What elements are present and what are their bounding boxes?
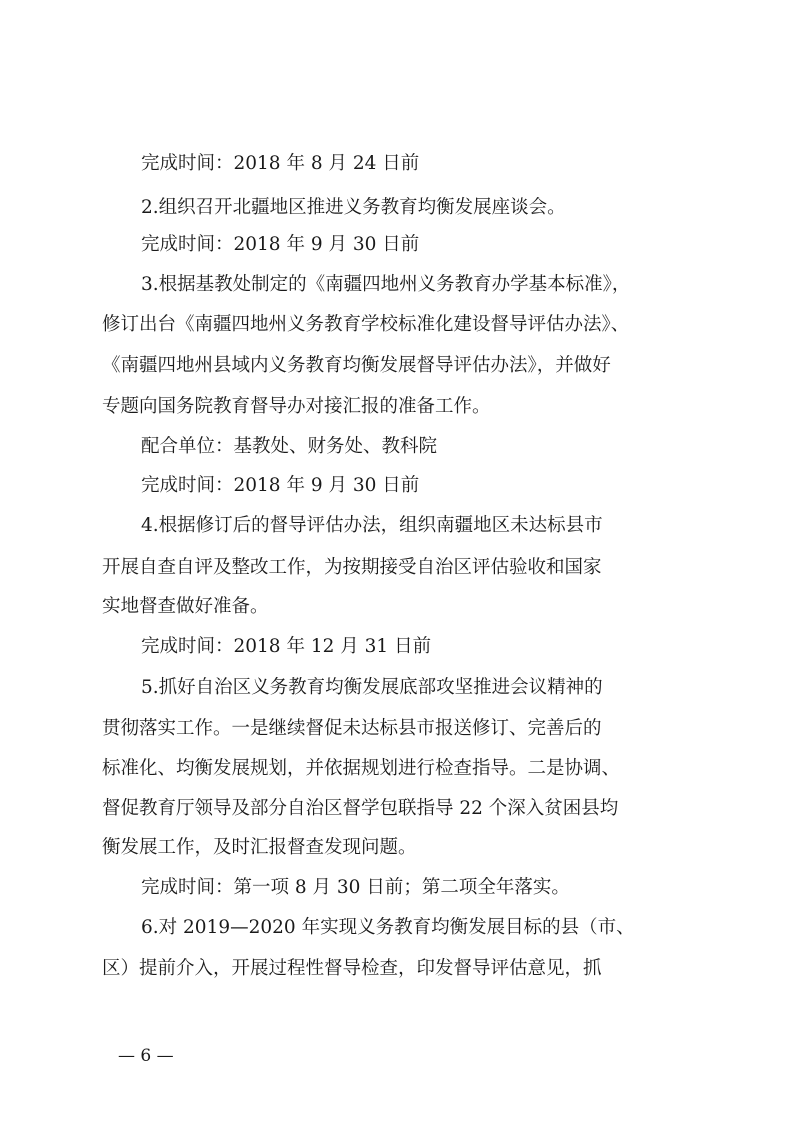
text-line: 2.组织召开北疆地区推进义务教育均衡发展座谈会。 <box>141 197 566 218</box>
text-line: 完成时间：2018 年 9 月 30 日前 <box>141 234 420 255</box>
text-line: 完成时间：2018 年 9 月 30 日前 <box>141 475 420 496</box>
text-line: 6.对 2019—2020 年实现义务教育均衡发展目标的县（市、 <box>141 917 635 938</box>
text-line: 完成时间：2018 年 12 月 31 日前 <box>141 636 432 657</box>
text-line: 配合单位：基教处、财务处、教科院 <box>141 436 438 457</box>
text-line: 贯彻落实工作。一是继续督促未达标县市报送修订、完善后的 <box>102 718 602 739</box>
text-line: 开展自查自评及整改工作，为按期接受自治区评估验收和国家 <box>102 557 602 578</box>
text-line: 4.根据修订后的督导评估办法，组织南疆地区未达标县市 <box>141 515 603 536</box>
text-line: 督促教育厅领导及部分自治区督学包联指导 22 个深入贫困县均 <box>102 798 619 819</box>
text-line: 完成时间：2018 年 8 月 24 日前 <box>141 153 420 174</box>
text-line: 标准化、均衡发展规划，并依据规划进行检查指导。二是协调、 <box>102 758 621 779</box>
text-line: 3.根据基教处制定的《南疆四地州义务教育办学基本标准》， <box>141 274 631 295</box>
text-line: 专题向国务院教育督导办对接汇报的准备工作。 <box>102 396 491 417</box>
text-line: 实地督查做好准备。 <box>102 596 269 617</box>
text-line: 《南疆四地州县域内义务教育均衡发展督导评估办法》，并做好 <box>102 355 611 376</box>
text-line: 完成时间：第一项 8 月 30 日前；第二项全年落实。 <box>141 877 570 898</box>
text-line: 区）提前介入，开展过程性督导检查，印发督导评估意见，抓 <box>102 958 602 979</box>
text-line: 5.抓好自治区义务教育均衡发展底部攻坚推进会议精神的 <box>141 677 603 698</box>
text-line: 修订出台《南疆四地州义务教育学校标准化建设督导评估办法》、 <box>102 314 630 335</box>
text-line: 衡发展工作，及时汇报督查发现问题。 <box>102 837 417 858</box>
page-number: — 6 — <box>118 1046 174 1066</box>
